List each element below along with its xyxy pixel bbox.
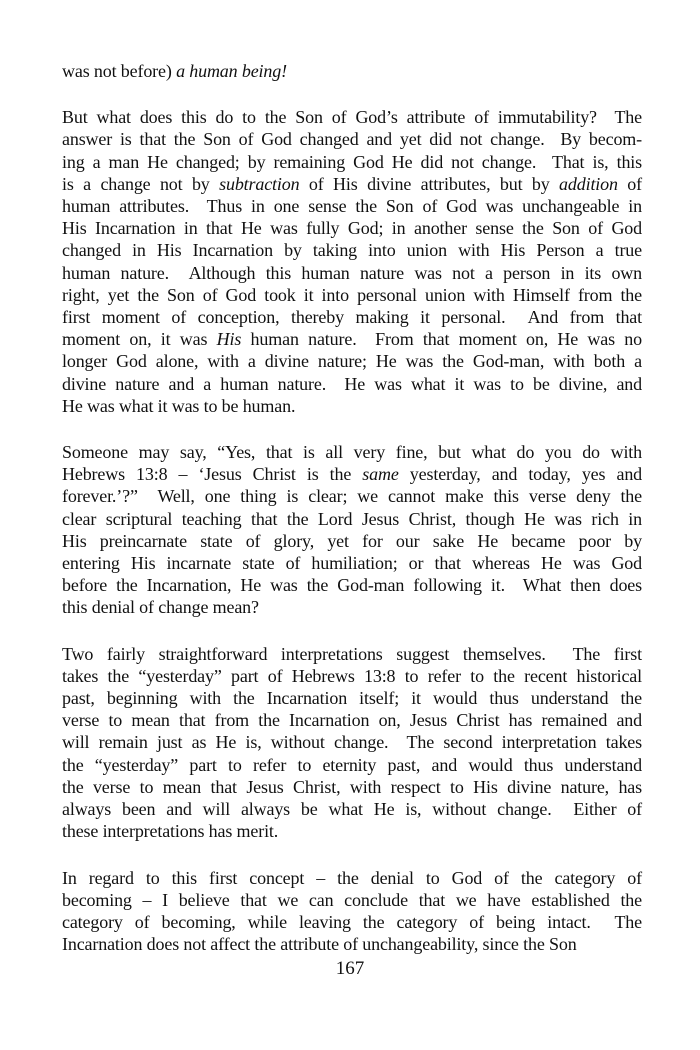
text-run: of [617, 173, 643, 194]
text-line [62, 306, 642, 328]
text-line [62, 485, 642, 507]
text-line [62, 574, 642, 596]
text-line [62, 262, 642, 284]
text-run: His Incarnation in that He was fully God; in another sense the Son of God [62, 218, 642, 239]
text-run: verse to mean that from the Incarnation on, Jesus Christ has remained and [62, 710, 642, 731]
text-run: past, beginning with the Incarnation itself; it would thus understand the [62, 688, 642, 709]
text-line [62, 328, 642, 350]
text-line [62, 395, 642, 417]
text-run: Two fairly straightforward interpretations suggest themselves. The first [62, 643, 642, 664]
paragraph [62, 60, 642, 82]
text-line [62, 933, 642, 955]
text-line [62, 687, 642, 709]
text-run: this denial of change mean? [62, 597, 259, 618]
paragraph [62, 643, 642, 843]
text-line [62, 709, 642, 731]
text-line [62, 106, 642, 128]
text-line [62, 754, 642, 776]
text-run: right, yet the Son of God took it into personal union with Himself from the [62, 284, 642, 305]
text-run: answer is that the Son of God changed and yet did not change. By becom- [62, 129, 642, 150]
text-line [62, 128, 642, 150]
text-run: longer God alone, with a divine nature; He was the God-man, with both a [62, 351, 642, 372]
text-line [62, 239, 642, 261]
text-run: His preincarnate state of glory, yet for our sake He became poor by [62, 530, 642, 551]
text-run: human attributes. Thus in one sense the Son of God was unchangeable in [62, 196, 642, 217]
text-run: of His divine attributes, but by [299, 173, 560, 194]
text-line [62, 217, 642, 239]
text-line [62, 151, 642, 173]
text-run: Someone may say, “Yes, that is all very fine, but what do you do with [62, 442, 642, 463]
text-run: moment on, it was [62, 329, 217, 350]
text-run: ing a man He changed; by remaining God He did not change. That is, this [62, 151, 642, 172]
text-run: He was what it was to be human. [62, 395, 296, 416]
emphasis-text: same [362, 464, 399, 485]
text-run: will remain just as He is, without change. The second interpretation takes [62, 732, 642, 753]
text-line [62, 463, 642, 485]
paragraph [62, 867, 642, 956]
emphasis-text: subtraction [219, 173, 300, 194]
text-run: the verse to mean that Jesus Christ, with respect to His divine nature, has [62, 776, 642, 797]
text-line [62, 643, 642, 665]
text-run: always been and will always be what He is, without change. Either of [62, 799, 642, 820]
text-run: before the Incarnation, He was the God-man following it. What then does [62, 575, 642, 596]
text-line [62, 911, 642, 933]
text-line [62, 373, 642, 395]
text-line [62, 820, 642, 842]
text-run: is a change not by [62, 173, 220, 194]
text-line [62, 596, 642, 618]
text-line [62, 798, 642, 820]
text-line [62, 60, 642, 82]
text-run: human nature. From that moment on, He was no [241, 329, 642, 350]
text-run: forever.’?” Well, one thing is clear; we cannot make this verse deny the [62, 486, 642, 507]
text-run: In regard to this first concept – the denial to God of the category of [62, 867, 642, 888]
text-line [62, 508, 642, 530]
text-line [62, 441, 642, 463]
text-run: yesterday, and today, yes and [398, 464, 643, 485]
text-run: human nature. Although this human nature was not a person in its own [62, 262, 642, 283]
text-run: Hebrews 13:8 – ‘Jesus Christ is the [62, 464, 363, 485]
text-run: divine nature and a human nature. He was what it was to be divine, and [62, 373, 642, 394]
text-run: first moment of conception, thereby making it personal. And from that [62, 307, 642, 328]
text-line [62, 867, 642, 889]
emphasis-text: His [216, 329, 242, 350]
text-run: becoming – I believe that we can conclude that we have established the [62, 889, 642, 910]
text-line [62, 776, 642, 798]
emphasis-text: a human being! [176, 61, 287, 81]
text-run: Incarnation does not affect the attribute of unchangeability, since the Son [62, 934, 577, 955]
text-line [62, 665, 642, 687]
text-run: the “yesterday” part to refer to eternity past, and would thus understand [62, 754, 642, 775]
text-run: clear scriptural teaching that the Lord Jesus Christ, though He was rich in [62, 508, 642, 529]
text-run: these interpretations has merit. [62, 821, 279, 842]
text-run: category of becoming, while leaving the category of being intact. The [62, 911, 642, 932]
text-line [62, 195, 642, 217]
text-run: changed in His Incarnation by taking into union with His Person a true [62, 240, 642, 261]
page-number: 167 [335, 958, 365, 979]
document-body [62, 60, 642, 979]
text-line [62, 731, 642, 753]
text-line [62, 350, 642, 372]
emphasis-text: addition [559, 173, 618, 194]
text-line [62, 552, 642, 574]
text-run: But what does this do to the Son of God’s attribute of immutability? The [62, 107, 642, 128]
text-run: takes the “yesterday” part of Hebrews 13:8 to refer to the recent historical [62, 665, 642, 686]
text-line [62, 530, 642, 552]
text-run: entering His incarnate state of humiliation; or that whereas He was God [62, 553, 642, 574]
text-line [62, 889, 642, 911]
text-line [62, 173, 642, 195]
paragraph [62, 441, 642, 619]
text-run: was not before) [62, 61, 177, 81]
paragraph [62, 106, 642, 417]
text-line [62, 284, 642, 306]
